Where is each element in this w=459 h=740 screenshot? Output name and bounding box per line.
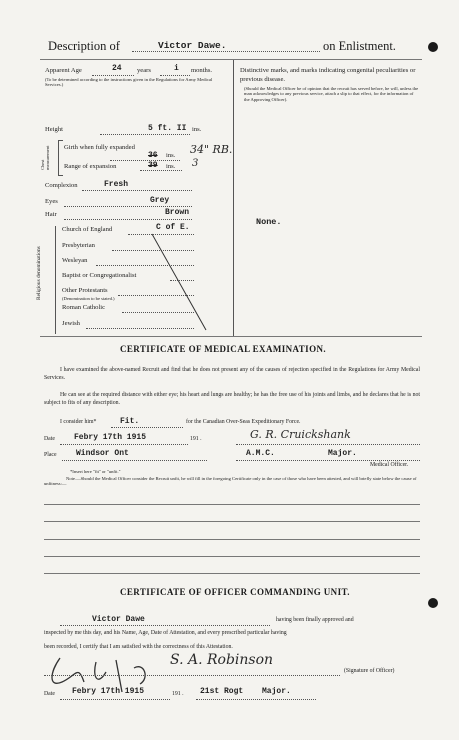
age-note: (To be determined according to the instructions given in the Regulations for Army Medical Services.) xyxy=(45,77,213,88)
girth-value: 36 xyxy=(148,151,158,160)
complexion-line xyxy=(82,190,192,191)
co-name-line xyxy=(60,625,270,626)
religion-label: Religious denominations xyxy=(36,246,42,300)
expansion-handwritten: 3 xyxy=(192,158,199,169)
co-line3: been recorded, I certify that I am satisfied with the correctness of this Attestation. xyxy=(44,644,233,650)
co-date-label: Date xyxy=(44,691,55,697)
co-signature-label: (Signature of Officer) xyxy=(344,668,395,674)
co-year-suffix: 191 . xyxy=(172,691,184,697)
medical-year-suffix: 191 . xyxy=(190,436,202,442)
expansion-unit: ins. xyxy=(166,163,176,170)
unfit-line-4 xyxy=(44,556,420,557)
religion-jewish: Jewish xyxy=(62,320,80,327)
religion-wesleyan: Wesleyan xyxy=(62,257,88,264)
years-label: years xyxy=(137,67,151,74)
girth-handwritten: 34" RB. xyxy=(190,143,233,156)
religion-bracket xyxy=(55,226,56,334)
co-unit-line xyxy=(196,699,316,700)
co-date-value: Febry 17th 1915 xyxy=(72,687,145,696)
co-line1-suffix: having been finally approved and xyxy=(276,617,354,623)
hair-line xyxy=(64,219,192,220)
consider-prefix: I consider him* xyxy=(60,419,97,425)
eyes-line xyxy=(64,206,192,207)
unfit-line-2 xyxy=(44,521,420,522)
marks-note: (Should the Medical Officer be of opinion that the recruit has served before, he will, unless the man acknowledges to any previous service, attach a slip to that effect, for the information of the Approving Officer). xyxy=(244,86,419,102)
religion-baptist: Baptist or Congregationalist xyxy=(62,272,137,279)
expansion-label: Range of expansion xyxy=(64,163,117,170)
age-months-line xyxy=(160,75,190,76)
months-label: months. xyxy=(191,67,213,74)
eyes-label: Eyes xyxy=(45,198,58,205)
co-signature: S. A. Robinson xyxy=(170,652,274,668)
place-label: Place xyxy=(44,452,57,458)
medical-signature-line xyxy=(236,444,420,445)
title-prefix: Description of xyxy=(48,39,120,53)
place-line xyxy=(62,460,207,461)
religion-strike xyxy=(150,232,210,332)
complexion-label: Complexion xyxy=(45,182,78,189)
chest-brace xyxy=(58,140,63,176)
medical-date-value: Febry 17th 1915 xyxy=(74,433,147,442)
hair-value: Brown xyxy=(165,208,190,217)
column-divider xyxy=(233,60,234,336)
title-suffix: on Enlistment. xyxy=(323,39,396,53)
chest-label: Chest measurement xyxy=(40,145,51,170)
age-years-line xyxy=(92,75,134,76)
fit-line xyxy=(111,427,183,428)
religion-denomination-note: (Denomination to be stated.) xyxy=(62,296,115,301)
unfit-line-5 xyxy=(44,573,420,574)
medical-officer-label: Medical Officer. xyxy=(370,462,409,468)
punch-hole-bottom xyxy=(428,598,438,608)
religion-church-of-england: Church of England xyxy=(62,226,113,233)
form-title xyxy=(48,39,120,54)
age-years-value: 24 xyxy=(112,64,122,73)
medical-signature: G. R. Cruickshank xyxy=(250,428,351,441)
place-value: Windsor Ont xyxy=(76,449,129,458)
co-unit-value: 21st Rogt xyxy=(200,687,244,696)
consider-suffix: for the Canadian Over-Seas Expeditionary Force. xyxy=(186,419,301,425)
unfit-note: Note.—Should the Medical Officer consider the Recruit unfit, he will fill in the foregoing Certificate only in the case of those who have been attested, and will briefly state below the cause of unfitness:— xyxy=(44,476,417,487)
age-months-value: i xyxy=(174,64,179,73)
apparent-age-label: Apparent Age xyxy=(45,67,82,74)
expansion-line xyxy=(140,170,182,171)
religion-value: C of E. xyxy=(156,223,190,232)
recruit-name: Victor Dawe. xyxy=(158,40,227,51)
religion-roman-catholic: Roman Catholic xyxy=(62,304,106,311)
girth-unit: ins. xyxy=(166,152,176,159)
top-rule xyxy=(40,59,422,60)
religion-presbyterian: Presbyterian xyxy=(62,242,95,249)
expansion-value: 39 xyxy=(148,161,158,170)
insert-note: *Insert here "fit" or "unfit." xyxy=(70,469,121,474)
co-rank-value: Major. xyxy=(262,687,291,696)
medical-rank-value: Major. xyxy=(328,449,357,458)
height-line xyxy=(100,134,190,135)
medical-date-label: Date xyxy=(44,436,55,442)
complexion-value: Fresh xyxy=(104,180,129,189)
height-unit: ins. xyxy=(192,126,202,133)
commanding-heading: CERTIFICATE OF OFFICER COMMANDING UNIT. xyxy=(120,587,350,597)
title-name-line xyxy=(132,51,320,52)
medical-unit-value: A.M.C. xyxy=(246,449,275,458)
unfit-line-3 xyxy=(44,539,420,540)
hair-label: Hair xyxy=(45,211,57,218)
height-label: Height xyxy=(45,126,63,133)
fit-value: Fit. xyxy=(120,417,140,426)
medical-date-line xyxy=(60,444,188,445)
medical-para1: I have examined the above-named Recruit and find that he does not present any of the causes of rejection specified in the Regulations for Army Medical Services. xyxy=(44,367,420,382)
medical-heading: CERTIFICATE OF MEDICAL EXAMINATION. xyxy=(120,344,327,354)
girth-line xyxy=(110,160,180,161)
co-signature-line xyxy=(44,675,340,676)
co-date-line xyxy=(60,699,170,700)
punch-hole-top xyxy=(428,42,438,52)
girth-label: Girth when fully expanded xyxy=(64,144,135,151)
height-value: 5 ft. II xyxy=(148,124,187,133)
eyes-value: Grey xyxy=(150,196,170,205)
co-line2: inspected by me this day, and his Name, Age, Date of Attestation, and every prescribed particular having xyxy=(44,630,287,636)
religion-other-protestants: Other Protestants xyxy=(62,287,108,294)
section-rule xyxy=(40,336,422,337)
unfit-line-1 xyxy=(44,504,420,505)
marks-value: None. xyxy=(256,217,282,227)
medical-para2: He can see at the required distance with either eye; his heart and lungs are healthy; he has the free use of his joints and limbs, and he declares that he is not subject to fits of any description. xyxy=(44,392,420,407)
unit-line xyxy=(236,460,420,461)
co-name-value: Victor Dawe xyxy=(92,615,145,624)
marks-heading: Distinctive marks, and marks indicating congenital peculiarities or previous disease. xyxy=(240,67,416,83)
